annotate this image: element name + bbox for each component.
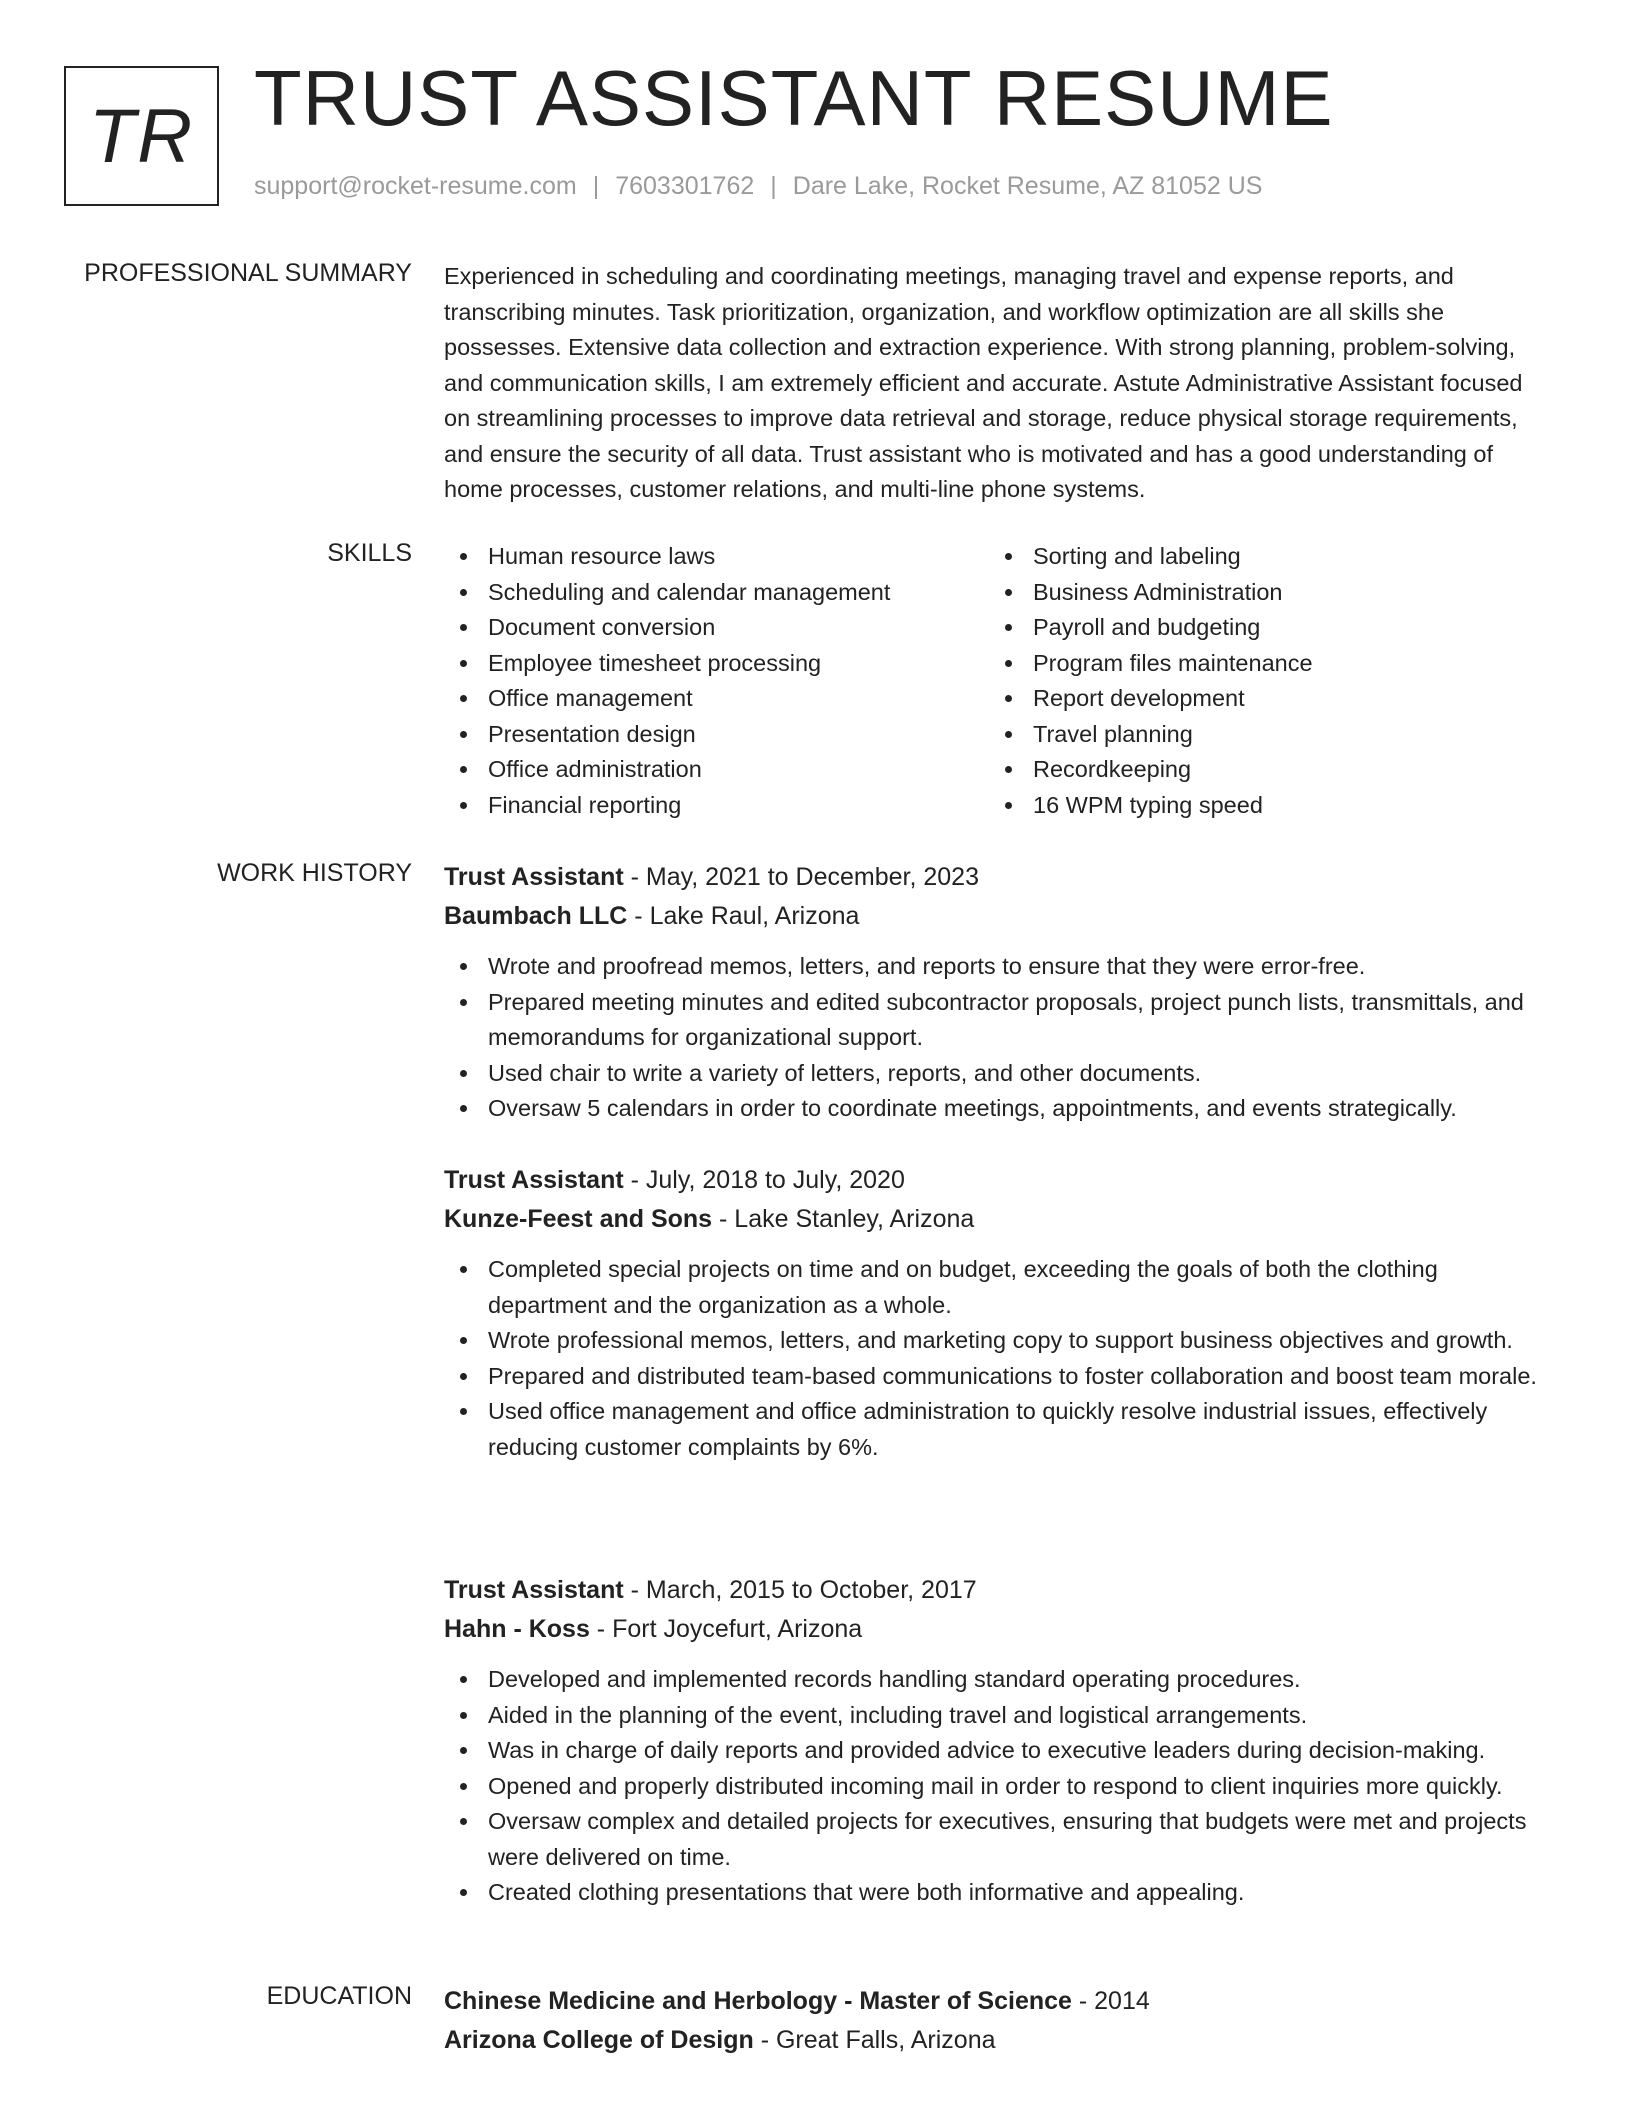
- job-bullet: Opened and properly distributed incoming mail in order to respond to client inquiries more quickly.: [444, 1769, 1554, 1805]
- contact-separator: |: [770, 172, 777, 200]
- skill-item: Sorting and labeling: [989, 539, 1534, 575]
- skills-content: [444, 539, 1554, 823]
- contact-email: support@rocket-resume.com: [254, 172, 577, 200]
- skill-item: Office management: [444, 681, 989, 717]
- education-degree-line: [444, 1982, 1554, 2021]
- job-title: Trust Assistant: [444, 863, 624, 891]
- monogram-badge: TR: [64, 66, 219, 206]
- job-title: Trust Assistant: [444, 1576, 624, 1604]
- job-company: Hahn - Koss: [444, 1615, 590, 1643]
- contact-phone: 7603301762: [615, 172, 755, 200]
- job-location: - Lake Raul, Arizona: [627, 902, 860, 930]
- job-company: Kunze-Feest and Sons: [444, 1205, 713, 1233]
- education-degree: Chinese Medicine and Herbology - Master of Science: [444, 1987, 1072, 2015]
- skill-item: Human resource laws: [444, 539, 989, 575]
- skill-item: 16 WPM typing speed: [989, 788, 1534, 824]
- job-title-line: [444, 858, 1554, 897]
- job-dates: - July, 2018 to July, 2020: [623, 1166, 905, 1194]
- job-bullets: [444, 949, 1554, 1127]
- job-company-line: [444, 897, 1554, 936]
- skill-item: Scheduling and calendar management: [444, 575, 989, 611]
- job-bullet: Prepared and distributed team-based communications to foster collaboration and boost team morale.: [444, 1359, 1554, 1395]
- job-dates: - March, 2015 to October, 2017: [623, 1576, 977, 1604]
- job-location: - Fort Joycefurt, Arizona: [589, 1615, 863, 1643]
- summary-label: PROFESSIONAL SUMMARY: [84, 259, 412, 287]
- skill-item: Presentation design: [444, 717, 989, 753]
- skill-item: Document conversion: [444, 610, 989, 646]
- education-school: Arizona College of Design: [444, 2026, 754, 2054]
- education-year: - 2014: [1071, 1987, 1150, 2015]
- job-location: - Lake Stanley, Arizona: [712, 1205, 975, 1233]
- job-bullets: [444, 1252, 1554, 1465]
- skill-item: Program files maintenance: [989, 646, 1534, 682]
- skill-item: Recordkeeping: [989, 752, 1534, 788]
- job-bullet: Wrote professional memos, letters, and marketing copy to support business objectives and growth.: [444, 1323, 1554, 1359]
- skill-item: Report development: [989, 681, 1534, 717]
- skill-item: Office administration: [444, 752, 989, 788]
- job-bullet: Used office management and office administration to quickly resolve industrial issues, effectively reducing customer complaints by 6%.: [444, 1394, 1554, 1465]
- contact-line: [254, 172, 1262, 201]
- job-bullet: Used chair to write a variety of letters, reports, and other documents.: [444, 1056, 1554, 1092]
- contact-address: Dare Lake, Rocket Resume, AZ 81052 US: [792, 172, 1263, 200]
- skill-item: Business Administration: [989, 575, 1534, 611]
- skills-list-right: [989, 539, 1534, 823]
- skills-label: SKILLS: [327, 539, 412, 567]
- job-bullet: Prepared meeting minutes and edited subcontractor proposals, project punch lists, transmittals, and memorandums for organizational support.: [444, 985, 1554, 1056]
- contact-separator: |: [592, 172, 600, 200]
- job-bullets: [444, 1662, 1554, 1911]
- summary-content: [444, 259, 1554, 508]
- skills-list-left: [444, 539, 989, 823]
- job-bullet: Completed special projects on time and on budget, exceeding the goals of both the clothing department and the organization as a whole.: [444, 1252, 1554, 1323]
- job-title-line: [444, 1571, 1554, 1610]
- job-company: Baumbach LLC: [444, 902, 628, 930]
- job-bullet: Oversaw complex and detailed projects for executives, ensuring that budgets were met and projects were delivered on time.: [444, 1804, 1554, 1875]
- skill-item: Employee timesheet processing: [444, 646, 989, 682]
- job-title: Trust Assistant: [444, 1166, 624, 1194]
- job-company-line: [444, 1610, 1554, 1649]
- job-title-line: [444, 1161, 1554, 1200]
- job-bullet: Oversaw 5 calendars in order to coordinate meetings, appointments, and events strategically.: [444, 1091, 1554, 1127]
- education-label: EDUCATION: [266, 1982, 412, 2010]
- job-bullet: Wrote and proofread memos, letters, and reports to ensure that they were error-free.: [444, 949, 1554, 985]
- work-history-label: WORK HISTORY: [217, 859, 412, 887]
- education-school-line: [444, 2021, 1554, 2060]
- skill-item: Payroll and budgeting: [989, 610, 1534, 646]
- job-dates: - May, 2021 to December, 2023: [623, 863, 979, 891]
- skill-item: Travel planning: [989, 717, 1534, 753]
- education-location: - Great Falls, Arizona: [753, 2026, 996, 2054]
- job-bullet: Created clothing presentations that were both informative and appealing.: [444, 1875, 1554, 1911]
- skill-item: Financial reporting: [444, 788, 989, 824]
- job-company-line: [444, 1200, 1554, 1239]
- summary-text: Experienced in scheduling and coordinating meetings, managing travel and expense reports, and transcribing minutes. Task prioritization, organization, and workflow optimization are all skills she possesses. Extensive data collection and extraction experience. With strong planning, problem-solving, and communication skills, I am extremely efficient and accurate. Astute Administrative Assistant focused on streamlining processes to improve data retrieval and storage, reduce physical storage requirements, and ensure the security of all data. Trust assistant who is motivated and has a good understanding of home processes, customer relations, and multi-line phone systems.: [444, 263, 1523, 502]
- job-bullet: Aided in the planning of the event, including travel and logistical arrangements.: [444, 1698, 1554, 1734]
- resume-title: TRUST ASSISTANT RESUME: [254, 54, 1334, 142]
- job-bullet: Developed and implemented records handling standard operating procedures.: [444, 1662, 1554, 1698]
- job-bullet: Was in charge of daily reports and provided advice to executive leaders during decision-making.: [444, 1733, 1554, 1769]
